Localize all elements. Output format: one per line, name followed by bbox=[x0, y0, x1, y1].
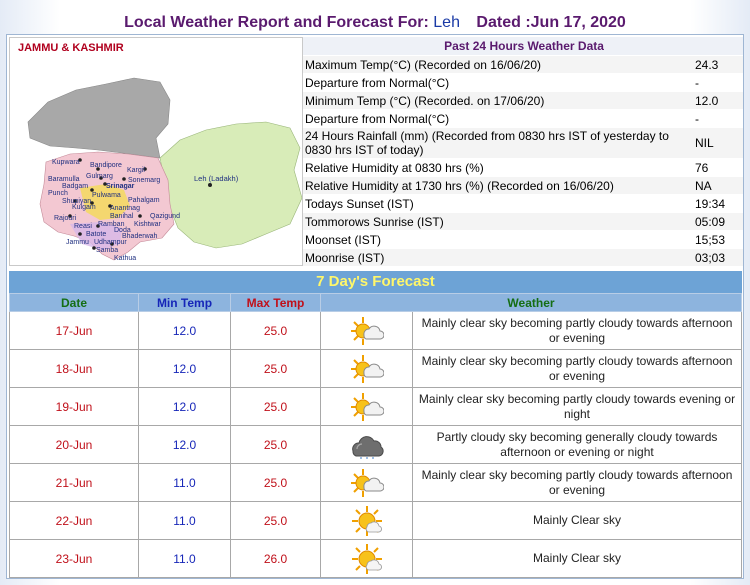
forecast-date: 20-Jun bbox=[10, 426, 139, 464]
map-label-anantnag: Anantnag bbox=[110, 205, 140, 212]
past-row bbox=[303, 128, 743, 159]
past-row-value: 76 bbox=[693, 159, 743, 177]
forecast-date: 19-Jun bbox=[10, 388, 139, 426]
forecast-min-temp: 11.0 bbox=[139, 540, 231, 578]
past-row-label: Maximum Temp(°C) (Recorded on 16/06/20) bbox=[303, 56, 693, 74]
past-row bbox=[303, 195, 743, 213]
forecast-weather: Partly cloudy sky becoming generally cloudy towards afternoon or evening or night bbox=[413, 426, 742, 464]
map-label-kargil: Kargil bbox=[127, 167, 145, 174]
district-map bbox=[9, 37, 303, 266]
map-label-ramban: Ramban bbox=[98, 221, 125, 228]
map-label-sonemarg: Sonemarg bbox=[128, 177, 161, 184]
map-label-bhaderwah: Bhaderwah bbox=[122, 233, 158, 240]
report-date: Dated :Jun 17, 2020 bbox=[476, 14, 626, 31]
forecast-table bbox=[9, 293, 742, 578]
forecast-header-row bbox=[10, 294, 742, 312]
report-title bbox=[0, 14, 750, 32]
past-row bbox=[303, 177, 743, 195]
past-row-label: Tommorows Sunrise (IST) bbox=[303, 213, 693, 231]
map-label-reasi: Reasi bbox=[74, 223, 92, 230]
forecast-min-temp: 12.0 bbox=[139, 426, 231, 464]
title-prefix: Local Weather Report and Forecast For: bbox=[124, 14, 429, 31]
past-24h-table bbox=[303, 37, 743, 267]
forecast-date: 18-Jun bbox=[10, 350, 139, 388]
forecast-row bbox=[10, 540, 742, 578]
map-label-samba: Samba bbox=[96, 247, 119, 254]
forecast-min-temp: 11.0 bbox=[139, 464, 231, 502]
past-row-value: 12.0 bbox=[693, 92, 743, 110]
report-frame bbox=[6, 34, 744, 579]
forecast-min-temp: 11.0 bbox=[139, 502, 231, 540]
sun-cloud-icon bbox=[350, 353, 384, 385]
map-label-srinagar: Srinagar bbox=[106, 183, 135, 190]
past-row bbox=[303, 74, 743, 92]
past-row-label: Moonrise (IST) bbox=[303, 249, 693, 267]
map-label-bandipore: Bandipore bbox=[90, 162, 122, 169]
forecast-weather: Mainly clear sky becoming partly cloudy towards afternoon or evening bbox=[413, 312, 742, 350]
forecast-row bbox=[10, 350, 742, 388]
map-label-kishtwar: Kishtwar bbox=[134, 221, 161, 228]
sun-cloud-icon bbox=[350, 467, 384, 499]
forecast-weather: Mainly clear sky becoming partly cloudy towards afternoon or evening bbox=[413, 350, 742, 388]
map-label-baramulla: Baramulla bbox=[48, 176, 80, 183]
sun-icon bbox=[351, 505, 383, 537]
map-label-rajouri: Rajouri bbox=[54, 215, 77, 222]
past-row-value: - bbox=[693, 74, 743, 92]
column-header-max-temp: Max Temp bbox=[231, 294, 321, 312]
column-header-weather: Weather bbox=[321, 294, 742, 312]
forecast-max-temp: 25.0 bbox=[231, 426, 321, 464]
past-24h-title: Past 24 Hours Weather Data bbox=[303, 37, 743, 56]
past-row-value: 24.3 bbox=[693, 56, 743, 74]
jammu-kashmir-map bbox=[10, 38, 303, 266]
station-name: Leh bbox=[433, 14, 460, 31]
map-label-pahalgam: Pahalgam bbox=[128, 197, 160, 204]
past-row bbox=[303, 56, 743, 74]
forecast-min-temp: 12.0 bbox=[139, 312, 231, 350]
map-label-jammu: Jammu bbox=[66, 239, 89, 246]
past-row-label: Todays Sunset (IST) bbox=[303, 195, 693, 213]
forecast-max-temp: 25.0 bbox=[231, 312, 321, 350]
forecast-row bbox=[10, 464, 742, 502]
forecast-date: 22-Jun bbox=[10, 502, 139, 540]
past-row bbox=[303, 159, 743, 177]
forecast-max-temp: 25.0 bbox=[231, 464, 321, 502]
past-row-value: NA bbox=[693, 177, 743, 195]
forecast-max-temp: 25.0 bbox=[231, 388, 321, 426]
past-row-label: 24 Hours Rainfall (mm) (Recorded from 0830 hrs IST of yesterday to 0830 hrs IST of today) bbox=[303, 128, 693, 159]
forecast-weather: Mainly clear sky becoming partly cloudy towards evening or night bbox=[413, 388, 742, 426]
map-label-badgam: Badgam bbox=[62, 183, 89, 190]
sun-icon bbox=[351, 543, 383, 575]
past-row-label: Relative Humidity at 0830 hrs (%) bbox=[303, 159, 693, 177]
past-row-label: Departure from Normal(°C) bbox=[303, 110, 693, 128]
cloud-icon bbox=[349, 431, 385, 459]
past-24h-header bbox=[303, 37, 743, 56]
forecast-date: 17-Jun bbox=[10, 312, 139, 350]
map-label-banihal: Banihal bbox=[110, 213, 134, 220]
forecast-min-temp: 12.0 bbox=[139, 350, 231, 388]
column-header-min-temp: Min Temp bbox=[139, 294, 231, 312]
past-row-value: 19:34 bbox=[693, 195, 743, 213]
map-label-punch: Punch bbox=[48, 190, 68, 197]
past-row bbox=[303, 213, 743, 231]
forecast-min-temp: 12.0 bbox=[139, 388, 231, 426]
map-region-ladakh bbox=[160, 122, 302, 248]
past-row-label: Departure from Normal(°C) bbox=[303, 74, 693, 92]
map-label-kulgam: Kulgam bbox=[72, 204, 96, 211]
forecast-max-temp: 26.0 bbox=[231, 540, 321, 578]
past-row bbox=[303, 110, 743, 128]
forecast-date: 23-Jun bbox=[10, 540, 139, 578]
map-label-doda: Doda bbox=[114, 227, 131, 234]
map-label-kupwara: Kupwara bbox=[52, 159, 80, 166]
past-row bbox=[303, 92, 743, 110]
past-row-label: Minimum Temp (°C) (Recorded. on 17/06/20) bbox=[303, 92, 693, 110]
forecast-row bbox=[10, 426, 742, 464]
past-row-value: 05:09 bbox=[693, 213, 743, 231]
past-row-value: NIL bbox=[693, 128, 743, 159]
map-label-gulmarg: Gulmarg bbox=[86, 173, 113, 180]
forecast-max-temp: 25.0 bbox=[231, 502, 321, 540]
sun-cloud-icon bbox=[350, 315, 384, 347]
forecast-max-temp: 25.0 bbox=[231, 350, 321, 388]
forecast-weather: Mainly Clear sky bbox=[413, 540, 742, 578]
map-label-shupiyan: Shupiyan bbox=[62, 198, 92, 205]
sun-cloud-icon bbox=[350, 391, 384, 423]
map-label-batote: Batote bbox=[86, 231, 107, 238]
forecast-row bbox=[10, 388, 742, 426]
past-row bbox=[303, 249, 743, 267]
map-label-leh: Leh (Ladakh) bbox=[194, 174, 239, 183]
forecast-title: 7 Day's Forecast bbox=[9, 271, 742, 293]
map-title: JAMMU & KASHMIR bbox=[18, 42, 124, 54]
forecast-row bbox=[10, 502, 742, 540]
map-label-pulwama: Pulwama bbox=[92, 192, 121, 199]
map-label-qazigund: Qazigund bbox=[150, 213, 180, 220]
map-label-kathua: Kathua bbox=[114, 255, 137, 262]
past-row-value: - bbox=[693, 110, 743, 128]
forecast-weather: Mainly clear sky becoming partly cloudy towards afternoon or evening bbox=[413, 464, 742, 502]
map-region-west bbox=[28, 78, 170, 158]
column-header-date: Date bbox=[10, 294, 139, 312]
past-row-value: 15;53 bbox=[693, 231, 743, 249]
past-row bbox=[303, 231, 743, 249]
past-row-label: Relative Humidity at 1730 hrs (%) (Recorded on 16/06/20) bbox=[303, 177, 693, 195]
past-row-label: Moonset (IST) bbox=[303, 231, 693, 249]
past-row-value: 03;03 bbox=[693, 249, 743, 267]
forecast-date: 21-Jun bbox=[10, 464, 139, 502]
forecast-row bbox=[10, 312, 742, 350]
forecast-weather: Mainly Clear sky bbox=[413, 502, 742, 540]
map-label-udhampur: Udhampur bbox=[94, 239, 127, 246]
